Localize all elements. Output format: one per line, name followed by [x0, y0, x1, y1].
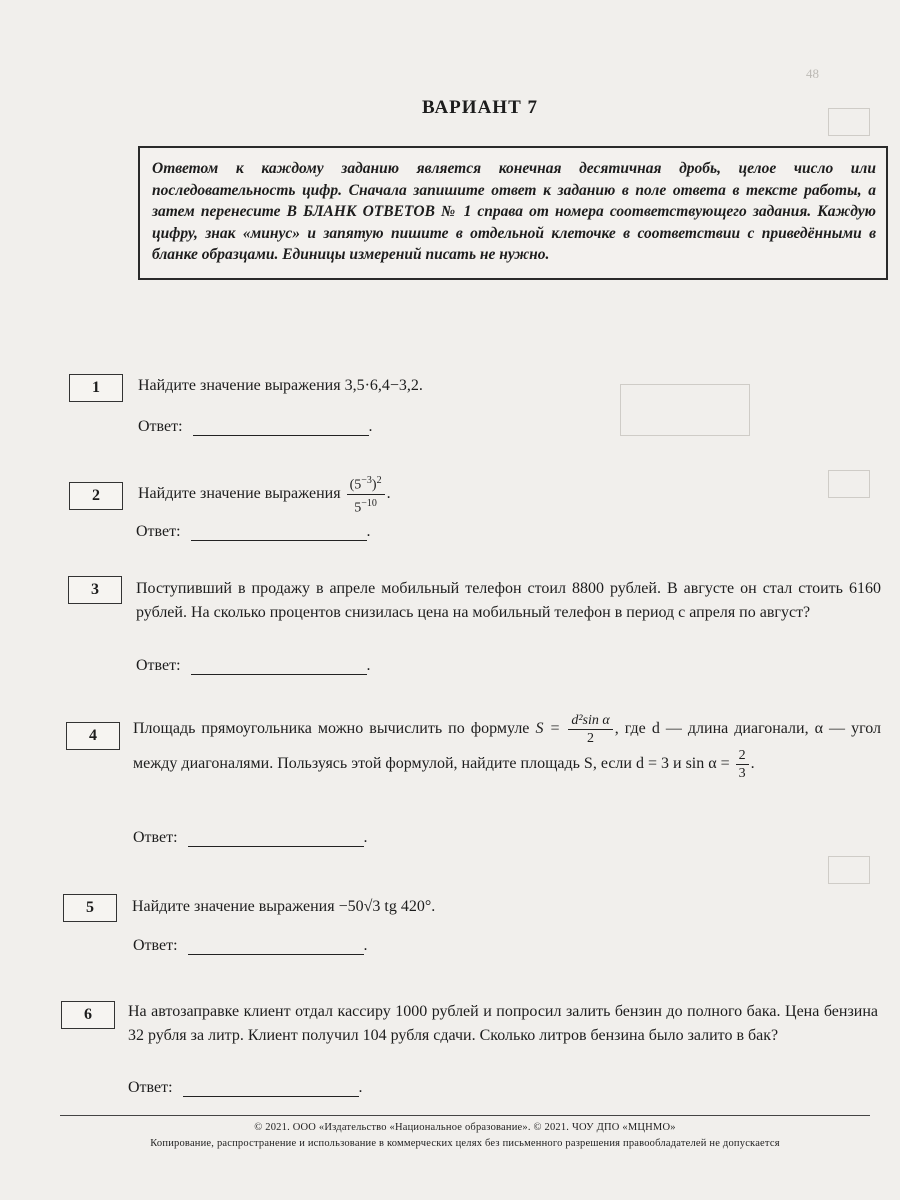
task-2-text: Найдите значение выражения $\frac{(5^{-3})^2}{5^{-10}}$ .	[138, 472, 858, 516]
instructions-box: Ответом к каждому заданию является конечная десятичная дробь, целое число или последовательность цифр. Сначала запишите ответ к заданию в поле ответа в тексте работы, а затем перенесите В БЛАНК ОТВЕТОВ № 1 справа от номера соответствующего задания. Каждую цифру, знак «минус» и запятую пишите в отдельной клеточке в соответствии с приведёнными в бланке образцами. Единицы измерений писать не нужно.	[138, 146, 888, 280]
answer-field-4[interactable]	[188, 828, 364, 847]
answer-field-1[interactable]	[193, 417, 369, 436]
task-2-answer: Ответ: .	[136, 523, 371, 540]
task-5-answer: Ответ: .	[133, 937, 368, 954]
task-number-2: 2	[69, 482, 123, 510]
bleed-through-box	[828, 856, 870, 884]
task-number-6: 6	[61, 1001, 115, 1029]
task-number-4: 4	[66, 722, 120, 750]
page-title: ВАРИАНТ 7	[421, 97, 538, 118]
answer-field-3[interactable]	[191, 656, 367, 675]
task-5-text: Найдите значение выражения −50√3 tg 420°.	[132, 898, 436, 915]
task-2-fraction: $\frac{(5^{-3})^2}{5^{-10}}$	[347, 472, 385, 516]
answer-label: Ответ:	[133, 829, 178, 846]
task-1-answer: Ответ: .	[138, 418, 373, 435]
task-6-text: На автозаправке клиент отдал кассиру 1000 рублей и попросил залить бензин до полного бака. Цена бензина 32 рубля за литр. Клиент получил 104 рубля сдачи. Сколько литров бензина было залито в бак?	[128, 1003, 878, 1044]
bleed-through-page-number: 48	[806, 66, 819, 81]
task-number-5: 5	[63, 894, 117, 922]
task-3-answer: Ответ: .	[136, 657, 371, 674]
answer-field-2[interactable]	[191, 522, 367, 541]
answer-label: Ответ:	[138, 418, 183, 435]
footer-divider	[60, 1115, 870, 1116]
task-3-text: Поступивший в продажу в апреле мобильный телефон стоил 8800 рублей. В августе он стал стоить 6160 рублей. На сколько процентов снизилась цена на мобильный телефон в период с апреля по август?	[136, 580, 881, 621]
task-4-formula: $\frac{\text{d²sin α}}{2}$	[568, 712, 612, 747]
task-2-label: Найдите значение выражения	[138, 485, 341, 502]
answer-label: Ответ:	[136, 523, 181, 540]
footer-notice: Копирование, распространение и использование в коммерческих целях без письменного разрешения правообладателей не допускается	[150, 1138, 780, 1149]
task-4-text: Площадь прямоугольника можно вычислить по формуле S = $\frac{\text{d²sin α}}{2}$ , где d — длина диагонали, α — угол между диагоналями. Пользуясь этой формулой, найдите площадь S, если d = 3 и sin α = $\frac{2}{3}$ .	[133, 713, 882, 781]
task-1-text: Найдите значение выражения 3,5·6,4−3,2.	[138, 377, 423, 394]
answer-field-5[interactable]	[188, 936, 364, 955]
task-4-sin-fraction: $\frac{2}{3}$	[736, 747, 749, 782]
answer-label: Ответ:	[128, 1079, 173, 1096]
answer-label: Ответ:	[133, 937, 178, 954]
task-number-3: 3	[68, 576, 122, 604]
answer-label: Ответ:	[136, 657, 181, 674]
task-6-answer: Ответ: .	[128, 1079, 363, 1096]
footer-copyright: © 2021. ООО «Издательство «Национальное образование». © 2021. ЧОУ ДПО «МЦНМО»	[254, 1122, 676, 1133]
task-number-1: 1	[69, 374, 123, 402]
task-4-answer: Ответ: .	[133, 829, 368, 846]
answer-field-6[interactable]	[183, 1078, 359, 1097]
